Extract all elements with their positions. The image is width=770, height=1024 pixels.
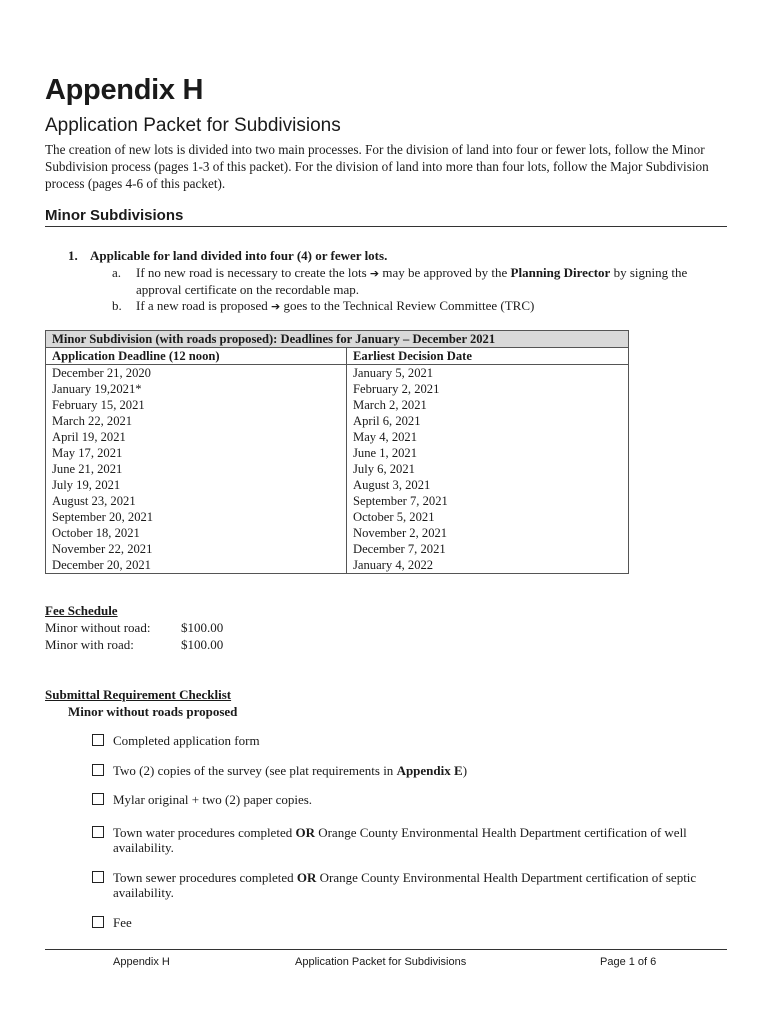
sublist-text-a — [136, 265, 712, 298]
application-deadline-cell: October 18, 2021 — [46, 525, 347, 541]
fee-row-minor-with-road — [45, 637, 224, 653]
checkbox[interactable] — [92, 793, 104, 805]
decision-date-cell: December 7, 2021 — [347, 541, 629, 557]
table-row — [46, 477, 629, 493]
footer-center: Application Packet for Subdivisions — [295, 956, 467, 968]
intro-paragraph: The creation of new lots is divided into two main processes. For the division of land into four or fewer lots, follow the Minor Subdivision process (pages 1-3 of this packet). For the division of land into more than four lots, follow the Major Subdivision process (pages 4-6 of this packet). — [45, 142, 709, 191]
table-row — [46, 493, 629, 509]
checklist-item-text — [113, 825, 722, 855]
table-row — [46, 557, 629, 574]
table-row — [46, 381, 629, 397]
checkbox[interactable] — [92, 764, 104, 776]
fee-amount: $100.00 — [181, 620, 224, 635]
table-row — [46, 397, 629, 413]
sublist-b-part1: If a new road is proposed — [136, 298, 268, 313]
or-label: OR — [296, 870, 317, 885]
application-deadline-cell: June 21, 2021 — [46, 461, 347, 477]
decision-date-cell: January 5, 2021 — [347, 365, 629, 382]
planning-director-label: Planning Director — [510, 265, 611, 280]
checklist-item-text: Mylar original + two (2) paper copies. — [113, 792, 313, 807]
decision-date-cell: September 7, 2021 — [347, 493, 629, 509]
list-number: 1. — [68, 248, 78, 263]
decision-date-cell: July 6, 2021 — [347, 461, 629, 477]
table-row — [46, 541, 629, 557]
sublist-item-b — [112, 298, 712, 315]
footer-divider — [45, 949, 727, 950]
table-row — [46, 429, 629, 445]
table-row — [46, 413, 629, 429]
checklist-item-text: Fee — [113, 915, 132, 930]
table-row — [46, 509, 629, 525]
checklist-item-survey-copies — [92, 763, 722, 778]
appendix-e-label: Appendix E — [396, 763, 463, 778]
sublist-text-b — [136, 298, 712, 315]
fee-schedule-heading: Fee Schedule — [45, 603, 118, 618]
decision-date-cell: May 4, 2021 — [347, 429, 629, 445]
checklist-heading: Submittal Requirement Checklist — [45, 687, 232, 702]
right-arrow-icon: ➔ — [369, 267, 380, 280]
checklist-item-town-sewer — [92, 870, 722, 900]
checkbox[interactable] — [92, 826, 104, 838]
application-deadline-cell: May 17, 2021 — [46, 445, 347, 461]
decision-date-cell: February 2, 2021 — [347, 381, 629, 397]
decision-date-cell: April 6, 2021 — [347, 413, 629, 429]
application-deadline-cell: January 19,2021* — [46, 381, 347, 397]
water-text: Town water procedures completed — [113, 825, 293, 840]
table-header-row — [46, 348, 629, 365]
checkbox[interactable] — [92, 916, 104, 928]
footer-left: Appendix H — [113, 956, 170, 968]
application-deadline-cell: December 21, 2020 — [46, 365, 347, 382]
page-title: Appendix H — [45, 74, 204, 106]
application-deadline-cell: April 19, 2021 — [46, 429, 347, 445]
table-row — [46, 525, 629, 541]
survey-text: Two (2) copies of the survey (see plat requirements in — [113, 763, 394, 778]
decision-date-cell: November 2, 2021 — [347, 525, 629, 541]
decision-date-cell: March 2, 2021 — [347, 397, 629, 413]
section-heading-minor-subdivisions: Minor Subdivisions — [45, 207, 727, 227]
checkbox[interactable] — [92, 871, 104, 883]
checklist-subheading: Minor without roads proposed — [68, 704, 238, 719]
sublist-letter-a: a. — [112, 265, 122, 280]
table-row — [46, 365, 629, 382]
column-header-decision-date: Earliest Decision Date — [347, 348, 629, 365]
application-deadline-cell: November 22, 2021 — [46, 541, 347, 557]
checklist-item-text — [113, 763, 722, 778]
list-item-text: Applicable for land divided into four (4) or fewer lots. — [90, 248, 388, 263]
sublist-item-a — [112, 265, 712, 298]
sewer-text-end: Orange County Environmental Health Department certification of septic availability. — [113, 870, 697, 900]
survey-text-end: ) — [462, 763, 468, 778]
table-row — [46, 445, 629, 461]
decision-date-cell: August 3, 2021 — [347, 477, 629, 493]
checklist-item-fee — [92, 915, 722, 930]
footer-page-number: Page 1 of 6 — [600, 956, 657, 968]
fee-label: Minor with road: — [45, 637, 134, 652]
table-caption-row — [46, 331, 629, 348]
table-caption: Minor Subdivision (with roads proposed): Deadlines for January – December 2021 — [46, 331, 629, 348]
or-label: OR — [295, 825, 315, 840]
checklist-item-text: Completed application form — [113, 733, 260, 748]
column-header-application-deadline: Application Deadline (12 noon) — [46, 348, 347, 365]
checklist-item-town-water — [92, 825, 722, 855]
sublist-b-part2: goes to the Technical Review Committee (TRC) — [283, 298, 535, 313]
fee-amount: $100.00 — [181, 637, 224, 652]
checklist-item-mylar — [92, 792, 722, 807]
decision-date-cell: October 5, 2021 — [347, 509, 629, 525]
fee-row-minor-without-road — [45, 620, 224, 636]
application-deadline-cell: February 15, 2021 — [46, 397, 347, 413]
fee-label: Minor without road: — [45, 620, 151, 635]
page-subtitle: Application Packet for Subdivisions — [45, 115, 341, 136]
application-deadline-cell: December 20, 2021 — [46, 557, 347, 574]
checkbox[interactable] — [92, 734, 104, 746]
application-deadline-cell: September 20, 2021 — [46, 509, 347, 525]
application-deadline-cell: July 19, 2021 — [46, 477, 347, 493]
deadlines-table — [45, 330, 629, 574]
decision-date-cell: June 1, 2021 — [347, 445, 629, 461]
application-deadline-cell: March 22, 2021 — [46, 413, 347, 429]
sewer-text: Town sewer procedures completed — [113, 870, 294, 885]
water-text-end: Orange County Environmental Health Department certification of well availability. — [113, 825, 687, 855]
checklist-item-text — [113, 870, 722, 900]
sublist-letter-b: b. — [112, 298, 122, 313]
checklist-item-application-form — [92, 733, 722, 748]
table-row — [46, 461, 629, 477]
sublist-a-part2: may be approved by the — [382, 265, 508, 280]
sublist-a-part1: If no new road is necessary to create the lots — [136, 265, 367, 280]
decision-date-cell: January 4, 2022 — [347, 557, 629, 574]
sublist-a-part3: by signing the approval certificate on the recordable map. — [136, 265, 688, 297]
list-item-applicability — [68, 248, 387, 264]
application-deadline-cell: August 23, 2021 — [46, 493, 347, 509]
right-arrow-icon: ➔ — [271, 300, 281, 313]
